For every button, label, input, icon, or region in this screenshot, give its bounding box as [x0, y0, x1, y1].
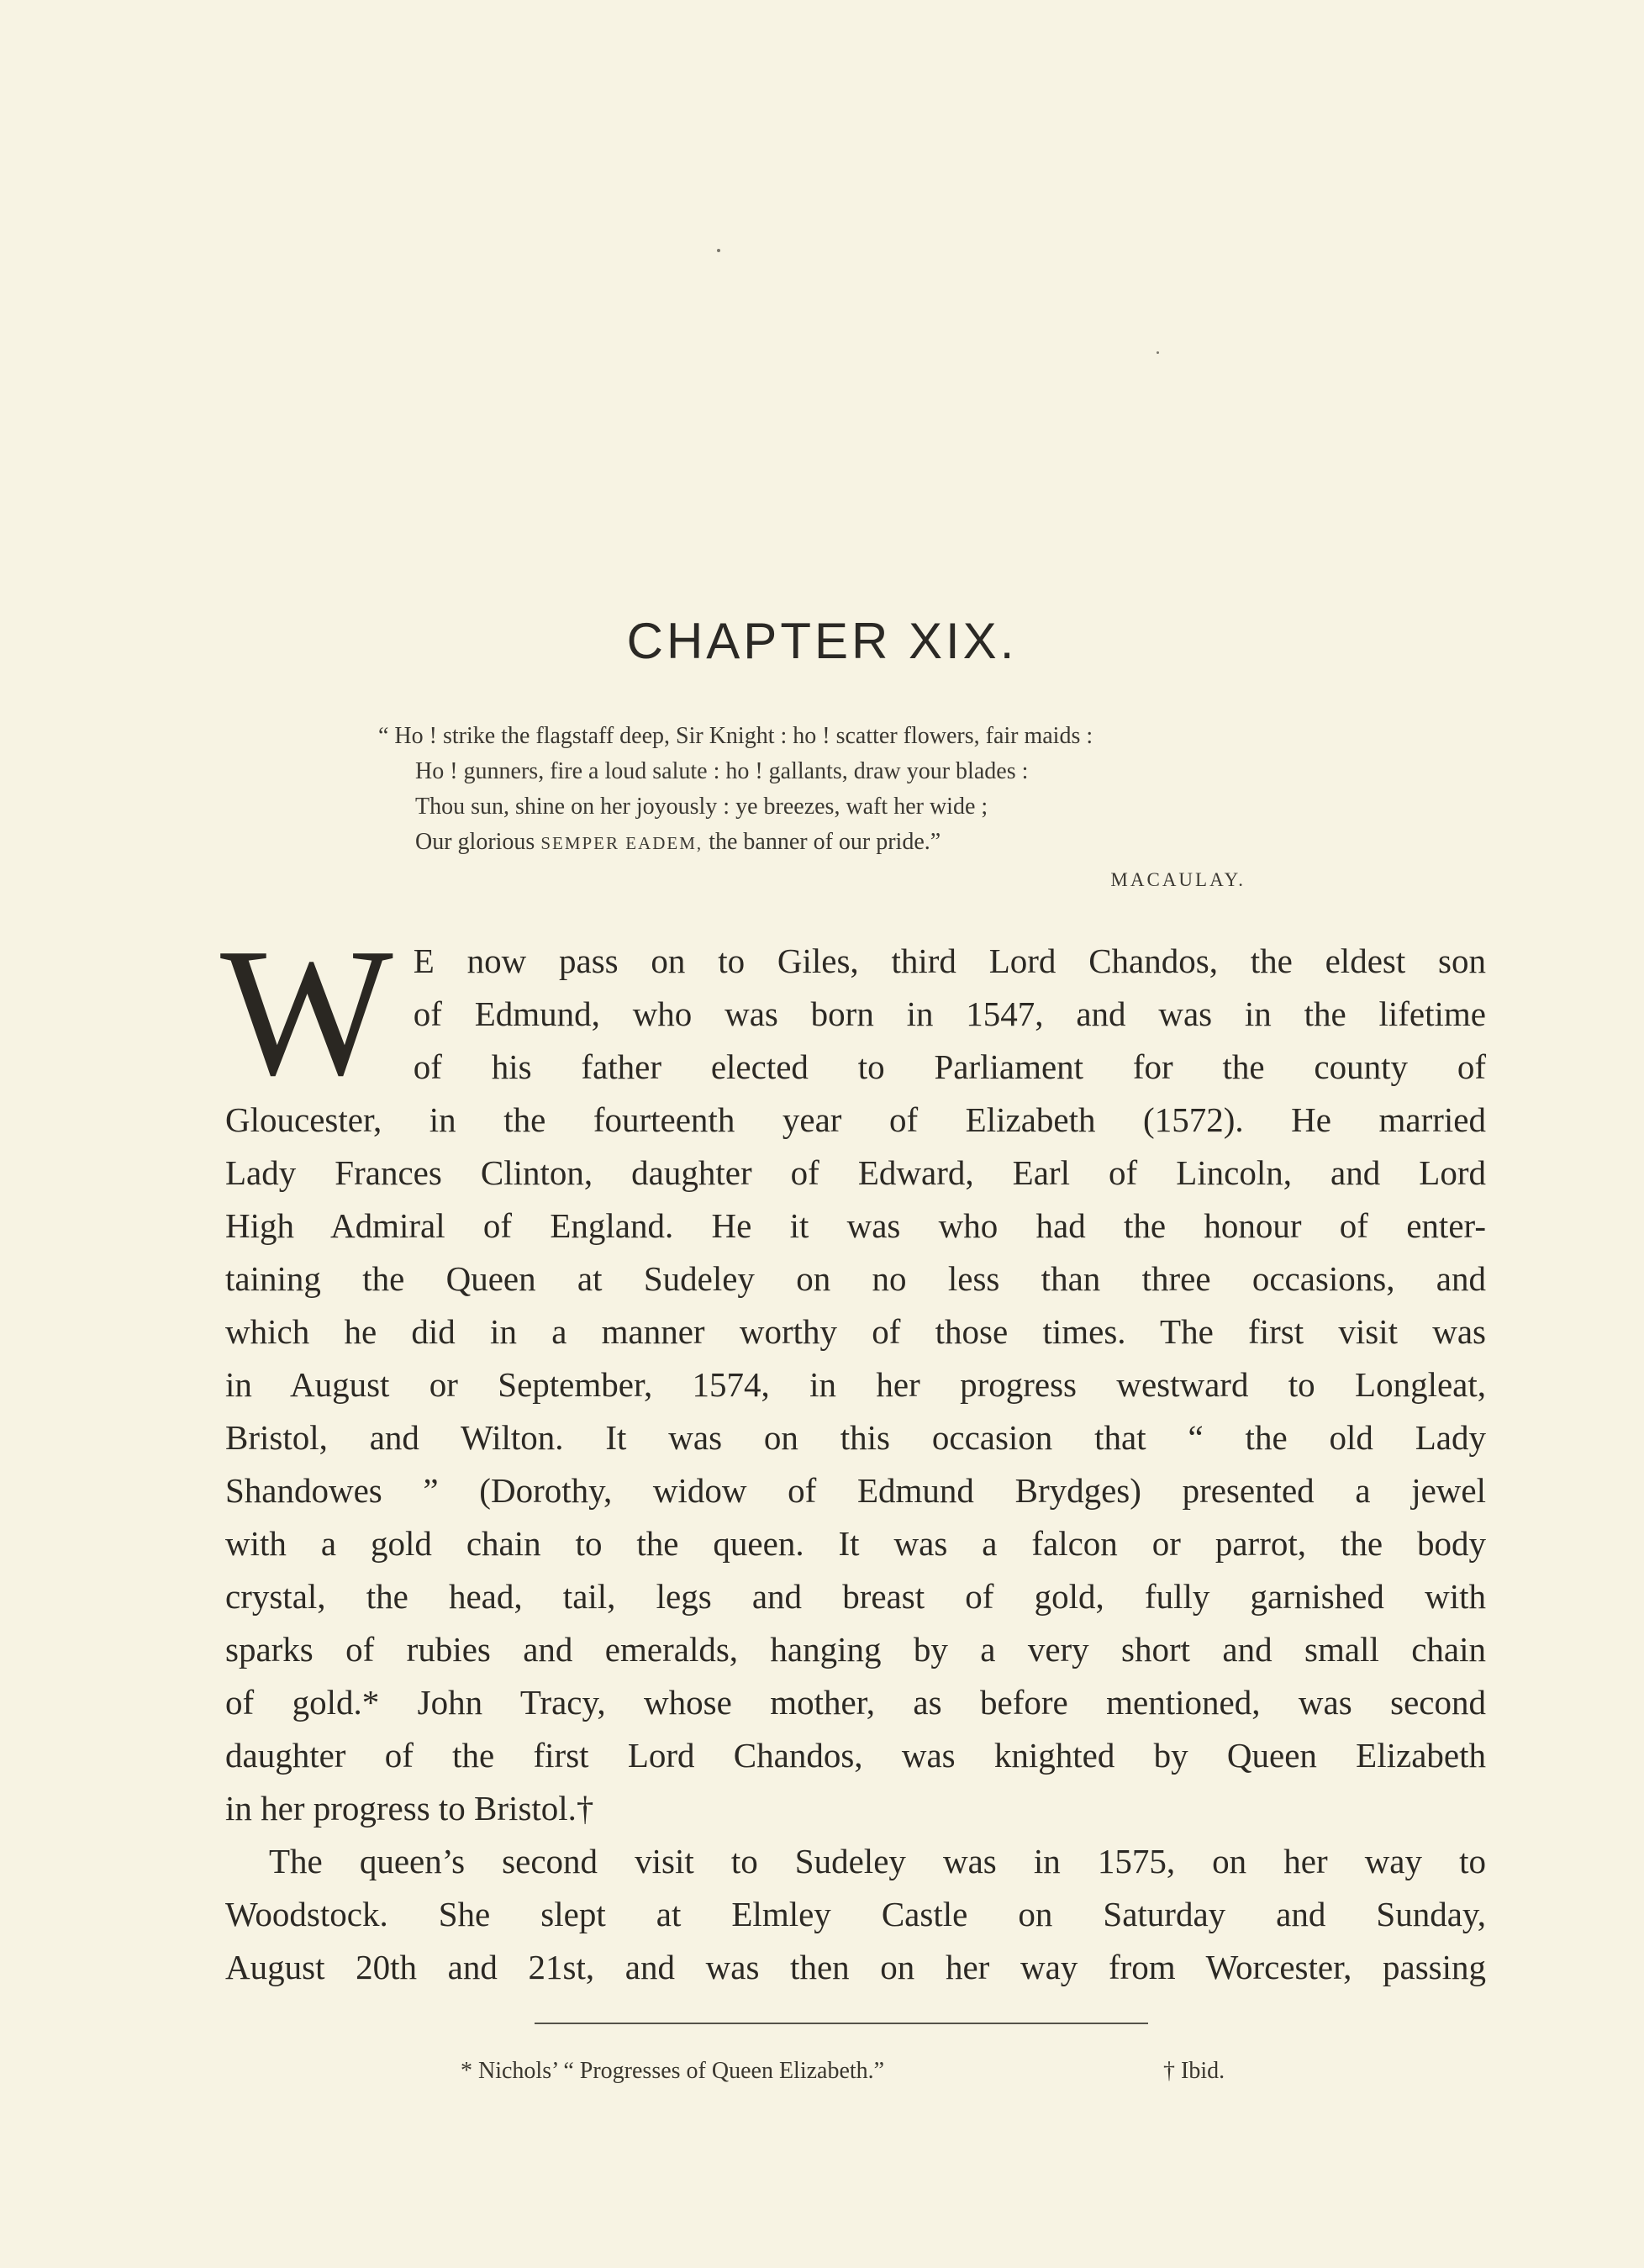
- epigraph-line-prefix: Our glorious: [415, 829, 541, 855]
- epigraph-line-suffix: the banner of our pride.”: [703, 829, 941, 855]
- text-line: of gold.* John Tracy, whose mother, as before mentioned, was second: [225, 1683, 1486, 1722]
- paper-speck: [1157, 351, 1159, 354]
- text-line: High Admiral of England. He it was who had the honour of enter-: [225, 1206, 1486, 1245]
- text-line: E now pass on to Giles, third Lord Chandos, the eldest son: [413, 941, 1486, 980]
- epigraph-line: [378, 825, 1320, 861]
- paper-speck: [717, 249, 720, 252]
- epigraph-line: Ho ! gunners, fire a loud salute : ho ! gallants, draw your blades :: [415, 758, 1029, 784]
- drop-cap: W: [220, 911, 393, 1114]
- text-line: of Edmund, who was born in 1547, and was in the lifetime: [413, 994, 1486, 1033]
- text-line: of his father elected to Parliament for the county of: [413, 1047, 1486, 1086]
- text-line: The queen’s second visit to Sudeley was in 1575, on her way to: [269, 1842, 1486, 1880]
- text-line: daughter of the first Lord Chandos, was knighted by Queen Elizabeth: [225, 1736, 1486, 1775]
- text-line: August 20th and 21st, and was then on her way from Worcester, passing: [225, 1948, 1486, 1986]
- epigraph-line: “ Ho ! strike the flagstaff deep, Sir Knight : ho ! scatter flowers, fair maids :: [378, 723, 1093, 749]
- text-line: Bristol, and Wilton. It was on this occasion that “ the old Lady: [225, 1418, 1486, 1457]
- body-text: [220, 911, 1486, 1994]
- text-line: crystal, the head, tail, legs and breast of gold, fully garnished with: [225, 1577, 1486, 1616]
- text-line: Woodstock. She slept at Elmley Castle on Saturday and Sunday,: [225, 1895, 1486, 1933]
- epigraph-smallcaps: SEMPER EADEM,: [540, 833, 703, 853]
- text-line: taining the Queen at Sudeley on no less than three occasions, and: [225, 1259, 1486, 1298]
- footnote-2: † Ibid.: [1163, 2058, 1225, 2084]
- epigraph: [378, 719, 1320, 898]
- text-line: Lady Frances Clinton, daughter of Edward, Earl of Lincoln, and Lord: [225, 1153, 1486, 1192]
- paragraph-1: [220, 911, 1486, 1835]
- epigraph-author: MACAULAY.: [1110, 869, 1246, 890]
- text-line: with a gold chain to the queen. It was a falcon or parrot, the body: [225, 1524, 1486, 1563]
- text-line: Shandowes ” (Dorothy, widow of Edmund Brydges) presented a jewel: [225, 1471, 1486, 1510]
- text-line: sparks of rubies and emeralds, hanging by a very short and small chain: [225, 1630, 1486, 1669]
- text-line: Gloucester, in the fourteenth year of Elizabeth (1572). He married: [225, 1100, 1486, 1139]
- text-line: which he did in a manner worthy of those times. The first visit was: [225, 1312, 1486, 1351]
- text-line: in August or September, 1574, in her progress westward to Longleat,: [225, 1365, 1486, 1404]
- chapter-title: CHAPTER XIX.: [626, 613, 1018, 669]
- paragraph-2: [225, 1835, 1486, 1994]
- text-line: in her progress to Bristol.†: [225, 1789, 594, 1828]
- footnote-1: * Nichols’ “ Progresses of Queen Elizabeth.”: [461, 2058, 885, 2084]
- epigraph-line: Thou sun, shine on her joyously : ye breezes, waft her wide ;: [415, 794, 988, 820]
- footnote-rule: [535, 2023, 1148, 2024]
